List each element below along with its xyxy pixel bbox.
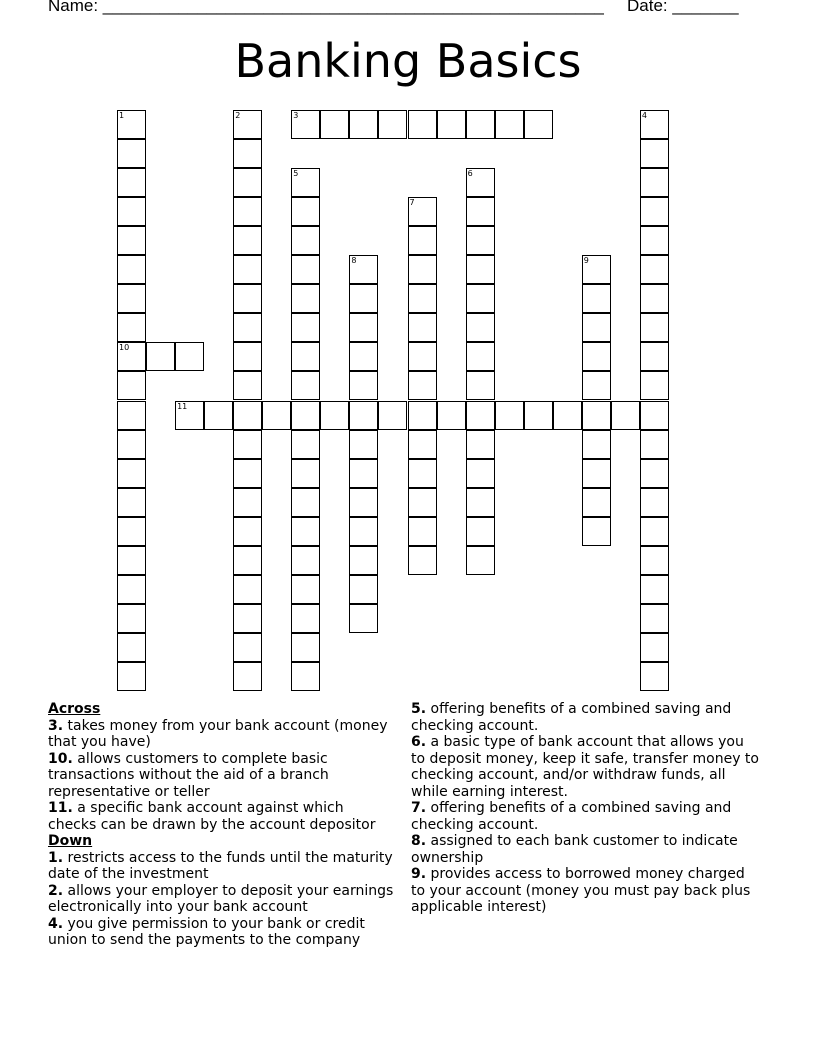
grid-cell[interactable] xyxy=(437,110,466,139)
grid-cell[interactable] xyxy=(349,255,378,284)
grid-cell[interactable] xyxy=(233,575,262,604)
grid-cell[interactable] xyxy=(640,546,669,575)
grid-cell[interactable] xyxy=(553,401,582,430)
grid-cell[interactable] xyxy=(466,401,495,430)
grid-cell[interactable] xyxy=(437,401,466,430)
grid-cell[interactable] xyxy=(582,371,611,400)
grid-cell[interactable] xyxy=(408,488,437,517)
grid-cell[interactable] xyxy=(408,226,437,255)
grid-cell[interactable] xyxy=(640,139,669,168)
grid-cell[interactable] xyxy=(291,633,320,662)
grid-cell[interactable] xyxy=(291,604,320,633)
down-clue: 9. provides access to borrowed money charged to your account (money you must pay back plus applicable interest) xyxy=(411,866,751,915)
grid-cell[interactable] xyxy=(495,110,524,139)
grid-cell[interactable] xyxy=(291,546,320,575)
grid-cell[interactable] xyxy=(349,284,378,313)
grid-cell[interactable] xyxy=(233,662,262,691)
grid-cell[interactable] xyxy=(466,110,495,139)
grid-cell[interactable] xyxy=(117,662,146,691)
grid-cell[interactable] xyxy=(291,284,320,313)
clue-number: 2 xyxy=(235,111,241,120)
grid-cell[interactable] xyxy=(291,517,320,546)
grid-cell[interactable] xyxy=(349,488,378,517)
grid-cell[interactable] xyxy=(117,430,146,459)
grid-cell[interactable] xyxy=(175,342,204,371)
date-field[interactable]: Date: _______ xyxy=(627,0,739,15)
clue-number: 11 xyxy=(177,401,188,411)
grid-cell[interactable] xyxy=(640,168,669,197)
grid-cell[interactable] xyxy=(291,342,320,371)
grid-cell[interactable] xyxy=(291,488,320,517)
clue-number: 1 xyxy=(119,111,125,120)
grid-cell[interactable] xyxy=(408,110,437,139)
grid-cell[interactable] xyxy=(117,110,146,139)
down-clue: 4. you give permission to your bank or credit union to send the payments to the company xyxy=(48,915,365,948)
grid-cell[interactable] xyxy=(349,110,378,139)
grid-cell[interactable] xyxy=(349,371,378,400)
grid-cell[interactable] xyxy=(320,401,349,430)
grid-cell[interactable] xyxy=(233,284,262,313)
grid-cell[interactable] xyxy=(640,110,669,139)
grid-cell[interactable] xyxy=(640,197,669,226)
clue-number: 8 xyxy=(351,256,357,266)
grid-cell[interactable] xyxy=(117,226,146,255)
clues-left-column xyxy=(48,701,396,949)
grid-cell[interactable] xyxy=(466,284,495,313)
grid-cell[interactable] xyxy=(640,226,669,255)
across-clue: 3. takes money from your bank account (money that you have) xyxy=(48,717,388,750)
down-clue: 7. offering benefits of a combined saving and checking account. xyxy=(411,800,732,833)
grid-cell[interactable] xyxy=(117,575,146,604)
down-clue: 6. a basic type of bank account that allows you to deposit money, keep it safe, transfer money to checking account, and/or withdraw funds, all while earning interest. xyxy=(411,734,759,800)
grid-cell[interactable] xyxy=(378,110,407,139)
grid-cell[interactable] xyxy=(640,401,669,430)
grid-cell[interactable] xyxy=(378,401,407,430)
clue-number: 4 xyxy=(641,111,647,120)
grid-cell[interactable] xyxy=(466,488,495,517)
grid-cell[interactable] xyxy=(291,110,320,139)
clue-number: 9 xyxy=(583,256,589,266)
grid-cell[interactable] xyxy=(640,604,669,633)
grid-cell[interactable] xyxy=(611,401,640,430)
grid-cell[interactable] xyxy=(233,110,262,139)
grid-cell[interactable] xyxy=(233,488,262,517)
grid-cell[interactable] xyxy=(640,342,669,371)
grid-cell[interactable] xyxy=(117,488,146,517)
page-title: Banking Basics xyxy=(234,34,582,88)
grid-cell[interactable] xyxy=(233,371,262,400)
grid-cell[interactable] xyxy=(291,168,320,197)
clue-number: 10 xyxy=(119,343,130,353)
clue-number: 3 xyxy=(293,111,299,120)
clues-right-column xyxy=(411,701,761,916)
grid-cell[interactable] xyxy=(233,546,262,575)
grid-cell[interactable] xyxy=(349,546,378,575)
grid-cell[interactable] xyxy=(582,313,611,342)
grid-cell[interactable] xyxy=(466,255,495,284)
across-heading: Across xyxy=(48,701,101,717)
grid-cell[interactable] xyxy=(466,517,495,546)
across-clue: 11. a specific bank account against which checks can be drawn by the account depositor xyxy=(48,800,376,833)
grid-cell[interactable] xyxy=(408,430,437,459)
down-clue: 5. offering benefits of a combined saving and checking account. xyxy=(411,701,732,734)
grid-cell[interactable] xyxy=(466,430,495,459)
grid-cell[interactable] xyxy=(233,430,262,459)
grid-cell[interactable] xyxy=(233,313,262,342)
grid-cell[interactable] xyxy=(349,604,378,633)
name-field[interactable]: Name: _____________________________________________________ xyxy=(48,0,604,15)
grid-cell[interactable] xyxy=(117,313,146,342)
grid-cell[interactable] xyxy=(349,313,378,342)
down-clue: 8. assigned to each bank customer to indicate ownership xyxy=(411,833,738,866)
grid-cell[interactable] xyxy=(233,168,262,197)
grid-cell[interactable] xyxy=(117,342,146,371)
grid-cell[interactable] xyxy=(408,371,437,400)
grid-cell[interactable] xyxy=(291,430,320,459)
grid-cell[interactable] xyxy=(582,430,611,459)
grid-cell[interactable] xyxy=(582,342,611,371)
grid-cell[interactable] xyxy=(291,662,320,691)
grid-cell[interactable] xyxy=(640,517,669,546)
grid-cell[interactable] xyxy=(233,342,262,371)
grid-cell[interactable] xyxy=(233,459,262,488)
grid-cell[interactable] xyxy=(640,284,669,313)
grid-cell[interactable] xyxy=(582,401,611,430)
grid-cell[interactable] xyxy=(349,401,378,430)
grid-cell[interactable] xyxy=(640,371,669,400)
grid-cell[interactable] xyxy=(640,313,669,342)
grid-cell[interactable] xyxy=(408,197,437,226)
grid-cell[interactable] xyxy=(466,342,495,371)
grid-cell[interactable] xyxy=(408,459,437,488)
grid-cell[interactable] xyxy=(204,401,233,430)
grid-cell[interactable] xyxy=(349,575,378,604)
down-heading: Down xyxy=(48,833,93,849)
grid-cell[interactable] xyxy=(349,517,378,546)
grid-cell[interactable] xyxy=(466,546,495,575)
grid-cell[interactable] xyxy=(349,430,378,459)
grid-cell[interactable] xyxy=(117,459,146,488)
grid-cell[interactable] xyxy=(291,197,320,226)
grid-cell[interactable] xyxy=(233,633,262,662)
grid-cell[interactable] xyxy=(466,371,495,400)
grid-cell[interactable] xyxy=(117,604,146,633)
clue-number: 7 xyxy=(409,198,415,208)
clue-number: 5 xyxy=(293,169,299,179)
grid-cell[interactable] xyxy=(291,313,320,342)
grid-cell[interactable] xyxy=(466,197,495,226)
grid-cell[interactable] xyxy=(233,401,262,430)
grid-cell[interactable] xyxy=(291,371,320,400)
grid-cell[interactable] xyxy=(233,197,262,226)
down-clue: 1. restricts access to the funds until the maturity date of the investment xyxy=(48,849,393,882)
grid-cell[interactable] xyxy=(466,226,495,255)
grid-cell[interactable] xyxy=(349,342,378,371)
grid-cell[interactable] xyxy=(640,488,669,517)
grid-cell[interactable] xyxy=(582,459,611,488)
grid-cell[interactable] xyxy=(408,342,437,371)
grid-cell[interactable] xyxy=(408,313,437,342)
grid-cell[interactable] xyxy=(291,255,320,284)
grid-cell[interactable] xyxy=(117,633,146,662)
grid-cell[interactable] xyxy=(117,168,146,197)
grid-cell[interactable] xyxy=(640,255,669,284)
grid-cell[interactable] xyxy=(640,430,669,459)
grid-cell[interactable] xyxy=(117,284,146,313)
grid-cell[interactable] xyxy=(117,139,146,168)
grid-cell[interactable] xyxy=(117,401,146,430)
down-clue: 2. allows your employer to deposit your earnings electronically into your bank account xyxy=(48,882,394,915)
grid-cell[interactable] xyxy=(117,517,146,546)
grid-cell[interactable] xyxy=(408,255,437,284)
grid-cell[interactable] xyxy=(524,401,553,430)
grid-cell[interactable] xyxy=(408,546,437,575)
grid-cell[interactable] xyxy=(495,401,524,430)
grid-cell[interactable] xyxy=(233,139,262,168)
grid-cell[interactable] xyxy=(582,255,611,284)
grid-cell[interactable] xyxy=(117,546,146,575)
grid-cell[interactable] xyxy=(466,313,495,342)
grid-cell[interactable] xyxy=(291,226,320,255)
grid-cell[interactable] xyxy=(117,197,146,226)
grid-cell[interactable] xyxy=(408,284,437,313)
grid-cell[interactable] xyxy=(291,459,320,488)
grid-cell[interactable] xyxy=(291,401,320,430)
grid-cell[interactable] xyxy=(640,662,669,691)
grid-cell[interactable] xyxy=(175,401,204,430)
grid-cell[interactable] xyxy=(640,633,669,662)
grid-cell[interactable] xyxy=(233,604,262,633)
grid-cell[interactable] xyxy=(582,284,611,313)
grid-cell[interactable] xyxy=(233,517,262,546)
clue-number: 6 xyxy=(467,169,473,179)
grid-cell[interactable] xyxy=(582,488,611,517)
grid-cell[interactable] xyxy=(320,110,349,139)
grid-cell[interactable] xyxy=(466,459,495,488)
grid-cell[interactable] xyxy=(233,226,262,255)
grid-cell[interactable] xyxy=(117,255,146,284)
across-clue: 10. allows customers to complete basic transactions without the aid of a branch representative or teller xyxy=(48,750,329,800)
grid-cell[interactable] xyxy=(291,575,320,604)
grid-cell[interactable] xyxy=(408,401,437,430)
grid-cell[interactable] xyxy=(640,459,669,488)
grid-cell[interactable] xyxy=(582,517,611,546)
grid-cell[interactable] xyxy=(466,168,495,197)
grid-cell[interactable] xyxy=(640,575,669,604)
grid-cell[interactable] xyxy=(146,342,175,371)
grid-cell[interactable] xyxy=(349,459,378,488)
grid-cell[interactable] xyxy=(262,401,291,430)
grid-cell[interactable] xyxy=(117,371,146,400)
grid-cell[interactable] xyxy=(233,255,262,284)
grid-cell[interactable] xyxy=(524,110,553,139)
grid-cell[interactable] xyxy=(408,517,437,546)
